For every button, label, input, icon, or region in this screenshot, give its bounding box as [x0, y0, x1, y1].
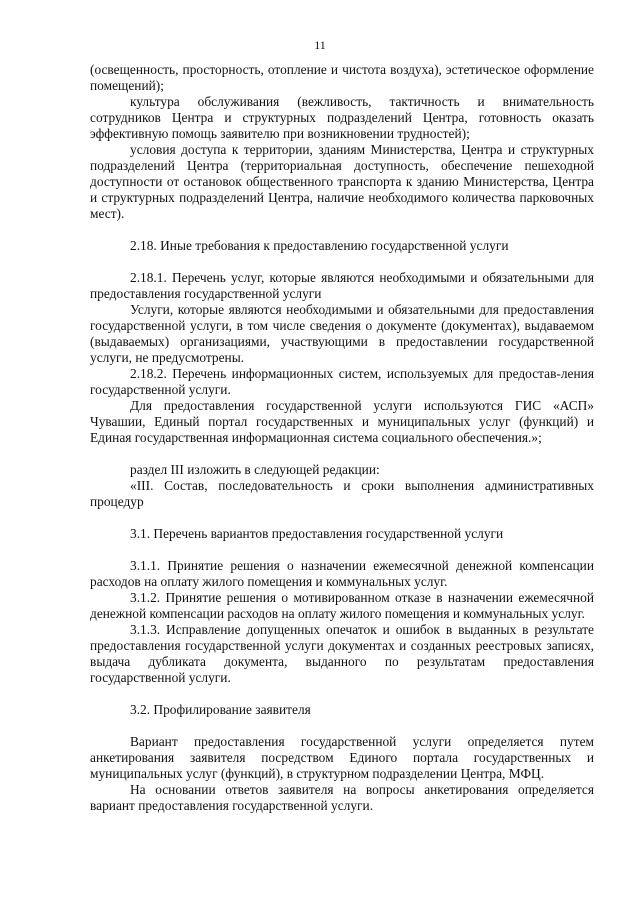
paragraph: раздел III изложить в следующей редакции: [130, 462, 380, 477]
section-heading: 3.2. Профилирование заявителя [130, 702, 311, 717]
list-item: 3.1.2. Принятие решения о мотивированном отказе в назначении ежемесячной денежной компенсации расходов на оплату жилого помещения и коммунальных услуг. [90, 590, 594, 621]
paragraph: Услуги, которые являются необходимыми и обязательными для предоставления государственной услуги, в том числе сведения о документе (документах), выдаваемом (выдаваемых) организациями, участвующими в предоставлении государственной услуги, не предусмотрены. [90, 302, 594, 365]
page-number: 11 [314, 38, 326, 52]
subsection-heading: 2.18.1. Перечень услуг, которые являются необходимыми и обязательными для предоставления государственной услуги [90, 270, 594, 301]
paragraph: Вариант предоставления государственной услуги определяется путем анкетирования заявителя посредством Единого портала государственных и муниципальных услуг (функций), в структурном подразделении Центра, МФЦ. [90, 734, 594, 781]
paragraph: культура обслуживания (вежливость, тактичность и внимательность сотрудников Центра и структурных подразделений Центра, готовность оказать эффективную помощь заявителю при возникновении трудностей); [90, 94, 594, 141]
document-body [90, 62, 594, 814]
section-heading: 3.1. Перечень вариантов предоставления государственной услуги [130, 526, 504, 541]
section-heading: 2.18. Иные требования к предоставлению государственной услуги [130, 238, 509, 253]
paragraph: Для предоставления государственной услуги используются ГИС «АСП» Чувашии, Единый портал государственных и муниципальных услуг (функций) и Единая государственная информационная система социального обеспечения.»; [90, 398, 594, 445]
paragraph: (освещенность, просторность, отопление и чистота воздуха), эстетическое оформление помещений); [90, 62, 594, 93]
subsection-heading: 2.18.2. Перечень информационных систем, используемых для предостав-ления государственной услуги. [90, 366, 594, 397]
paragraph: На основании ответов заявителя на вопросы анкетирования определяется вариант предоставления государственной услуги. [90, 782, 594, 813]
list-item: 3.1.1. Принятие решения о назначении ежемесячной денежной компенсации расходов на оплату жилого помещения и коммунальных услуг. [90, 558, 594, 589]
paragraph: условия доступа к территории, зданиям Министерства, Центра и структурных подразделений Центра (территориальная доступность, обеспечение пешеходной доступности от остановок общественного транспорта к зданию Министерства, Центра и структурных подразделений Центра, наличие необходимого количества парковочных мест). [90, 142, 594, 221]
section-heading: «III. Состав, последовательность и сроки выполнения административных процедур [90, 478, 594, 509]
list-item: 3.1.3. Исправление допущенных опечаток и ошибок в выданных в результате предоставления государственной услуги документах и созданных реестровых записях, выдача дубликата документа, выданного по результатам предоставления государственной услуги. [90, 622, 594, 685]
